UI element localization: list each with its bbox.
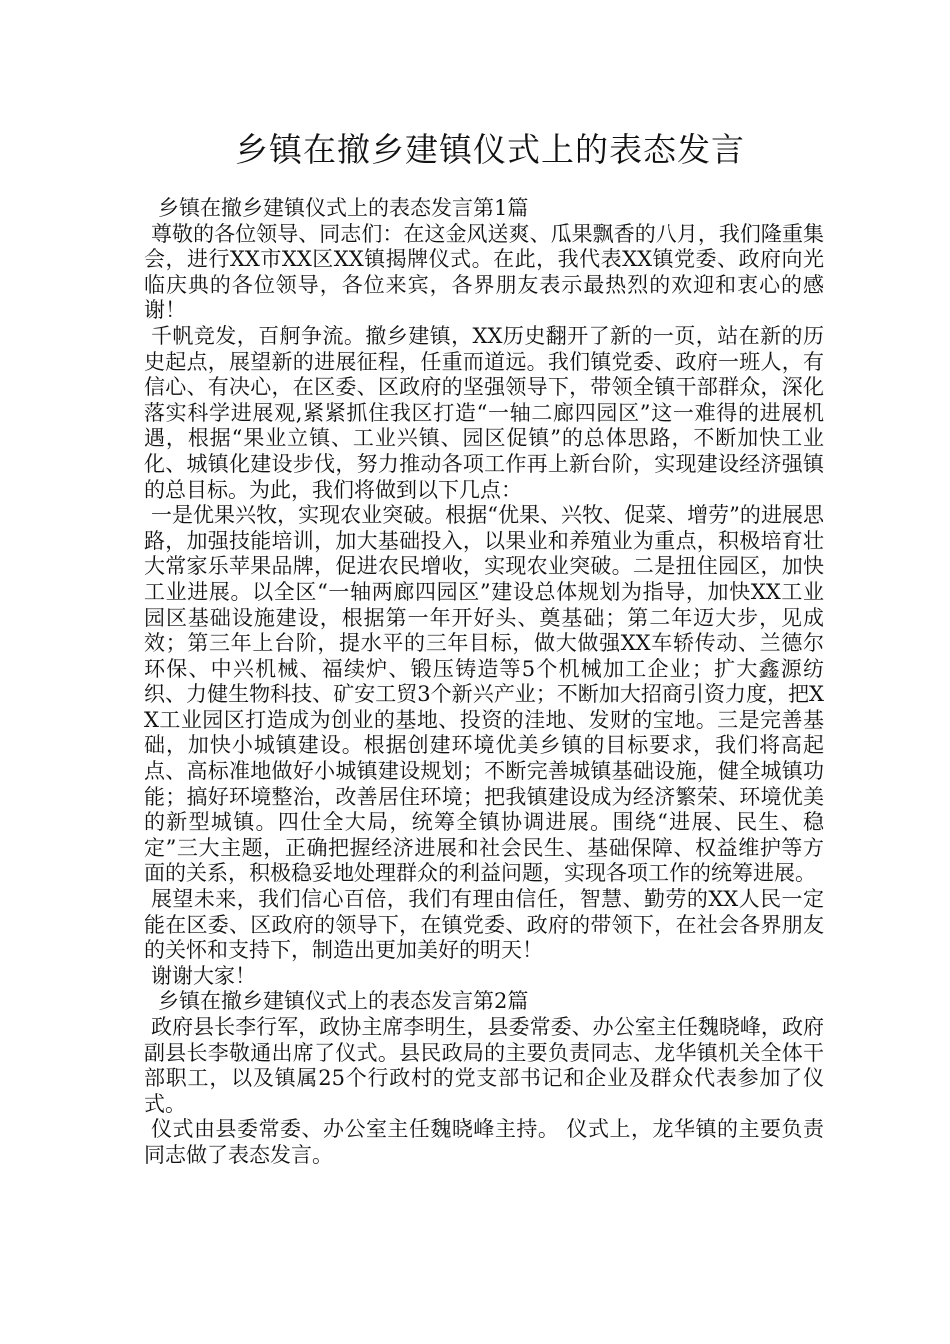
section-2-heading: 乡镇在撤乡建镇仪式上的表态发言第2篇 bbox=[158, 989, 529, 1014]
document-page bbox=[144, 126, 824, 1169]
paragraph: 仪式由县委常委、办公室主任魏晓峰主持。 仪式上，龙华镇的主要负责同志做了表态发言。 bbox=[144, 1117, 824, 1167]
paragraph: 政府县长李行军，政协主席李明生，县委常委、办公室主任魏晓峰，政府副县长李敬通出席了仪式。县民政局的主要负责同志、龙华镇机关全体干部职工，以及镇属25个行政村的党支部书记和企业及群众代表参加了仪式。 bbox=[144, 1015, 824, 1116]
paragraph: 一是优果兴牧，实现农业突破。根据“优果、兴牧、促菜、增劳”的进展思路，加强技能培训，加大基础投入，以果业和养殖业为重点，积极培育壮大常家乐苹果品牌，促进农民增收，实现农业突破。二是扭住园区，加快工业进展。以全区“一轴两廊四园区”建设总体规划为指导，加快XX工业园区基础设施建设，根据第一年开好头、奠基础；第二年迈大步，见成效；第三年上台阶，提水平的三年目标，做大做强XX车轿传动、兰德尔环保、中兴机械、福续炉、锻压铸造等5个机械加工企业；扩大鑫源纺织、力健生物科技、矿安工贸3个新兴产业；不断加大招商引资力度，把XX工业园区打造成为创业的基地、投资的洼地、发财的宝地。三是完善基础，加快小城镇建设。根据创建环境优美乡镇的目标要求，我们将高起点、高标准地做好小城镇建设规划；不断完善城镇基础设施，健全城镇功能；搞好环境整治，改善居住环境；把我镇建设成为经济繁荣、环境优美的新型城镇。四仕全大局，统筹全镇协调进展。围绕“进展、民生、稳定”三大主题，正确把握经济进展和社会民生、基础保障、权益维护等方面的关系，积极稳妥地处理群众的利益问题，实现各项工作的统筹进展。 bbox=[144, 503, 824, 886]
document-title: 乡镇在撤乡建镇仪式上的表态发言 bbox=[235, 130, 745, 169]
section-1 bbox=[144, 196, 824, 989]
paragraph: 千帆竞发，百舸争流。撤乡建镇，XX历史翻开了新的一页，站在新的历史起点，展望新的进展征程，任重而道远。我们镇党委、政府一班人，有信心、有决心，在区委、区政府的坚强领导下，带领全镇干部群众，深化落实科学进展观,紧紧抓住我区打造“一轴二廊四园区”这一难得的进展机遇，根据“果业立镇、工业兴镇、园区促镇”的总体思路，不断加快工业化、城镇化建设步伐，努力推动各项工作再上新台阶，实现建设经济强镇的总目标。为此，我们将做到以下几点： bbox=[144, 323, 824, 502]
closing-line: 谢谢大家！ bbox=[151, 963, 256, 988]
section-1-heading: 乡镇在撤乡建镇仪式上的表态发言第1篇 bbox=[158, 196, 529, 220]
paragraph: 尊敬的各位领导、同志们：在这金风送爽、瓜果飘香的八月，我们隆重集会，进行XX市XX区XX镇揭牌仪式。在此，我代表XX镇党委、政府向光临庆典的各位领导，各位来宾，各界朋友表示最热烈的欢迎和衷心的感谢！ bbox=[144, 221, 824, 323]
paragraph: 展望未来，我们信心百倍，我们有理由信任，智慧、勤劳的XX人民一定能在区委、区政府的领导下，在镇党委、政府的带领下，在社会各界朋友的关怀和支持下，制造出更加美好的明天！ bbox=[144, 887, 824, 963]
section-2 bbox=[144, 989, 824, 1168]
